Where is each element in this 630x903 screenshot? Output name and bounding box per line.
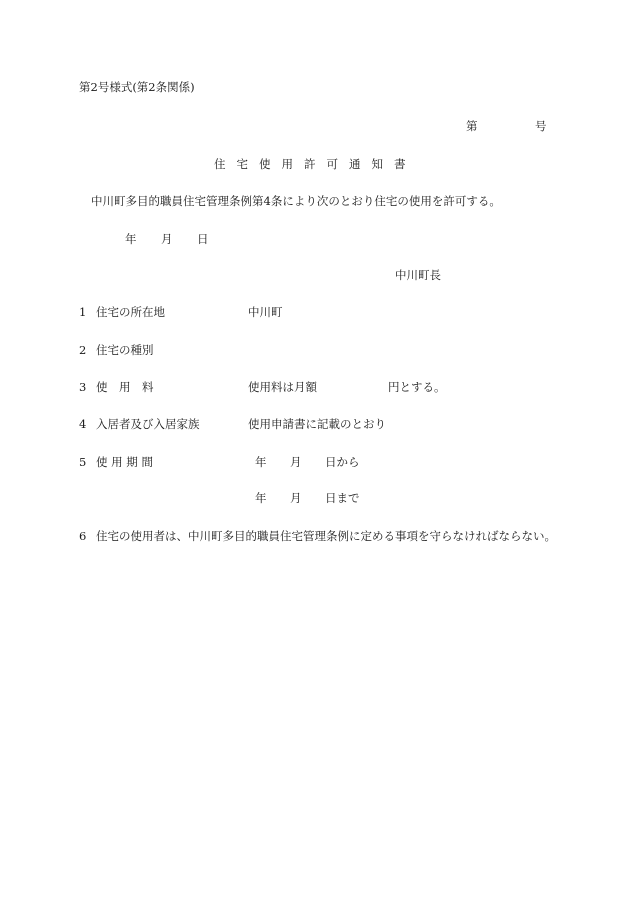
title-char: 宅 bbox=[236, 157, 248, 171]
title-char: 通 bbox=[349, 157, 361, 171]
title-char: 使 bbox=[259, 157, 271, 171]
form-reference: 第2号様式(第2条関係) bbox=[79, 80, 195, 94]
item-number: 4 bbox=[79, 417, 87, 431]
title-char: 用 bbox=[281, 157, 293, 171]
item-number: 6 bbox=[79, 529, 87, 543]
document-title bbox=[214, 157, 406, 171]
title-char: 許 bbox=[304, 157, 316, 171]
title-char: 書 bbox=[394, 157, 406, 171]
item-number: 2 bbox=[79, 343, 87, 357]
item-label: 住宅の種別 bbox=[96, 343, 154, 357]
date-month: 月 bbox=[161, 232, 173, 246]
item-number: 5 bbox=[79, 455, 87, 469]
document-number-prefix: 第 bbox=[466, 119, 478, 133]
item-value: 使用申請書に記載のとおり bbox=[248, 417, 386, 431]
date-year: 年 bbox=[125, 232, 137, 246]
item-value: 中川町 bbox=[248, 305, 283, 319]
period-end-year: 年 bbox=[255, 491, 267, 505]
item-value: 使用料は月額 bbox=[248, 380, 317, 394]
item-label: 入居者及び入居家族 bbox=[96, 417, 200, 431]
issuer: 中川町長 bbox=[395, 268, 441, 282]
item-number: 3 bbox=[79, 380, 87, 394]
item-text: 住宅の使用者は、中川町多目的職員住宅管理条例に定める事項を守らなければならない。 bbox=[96, 529, 556, 543]
period-start-month: 月 bbox=[290, 455, 302, 469]
period-start-year: 年 bbox=[255, 455, 267, 469]
title-char: 可 bbox=[326, 157, 338, 171]
document-number-suffix: 号 bbox=[535, 119, 547, 133]
item-value-tail: 円とする。 bbox=[388, 380, 446, 394]
item-label: 使 用 期 間 bbox=[96, 455, 153, 469]
title-char: 住 bbox=[214, 157, 226, 171]
item-label: 住宅の所在地 bbox=[96, 305, 165, 319]
item-label: 使 用 料 bbox=[96, 380, 154, 394]
title-char: 知 bbox=[371, 157, 383, 171]
date-day: 日 bbox=[197, 232, 209, 246]
intro-text: 中川町多目的職員住宅管理条例第4条により次のとおり住宅の使用を許可する。 bbox=[91, 194, 501, 208]
period-end-day: 日まで bbox=[325, 491, 360, 505]
period-end-month: 月 bbox=[290, 491, 302, 505]
item-number: 1 bbox=[79, 305, 87, 319]
period-start-day: 日から bbox=[325, 455, 360, 469]
